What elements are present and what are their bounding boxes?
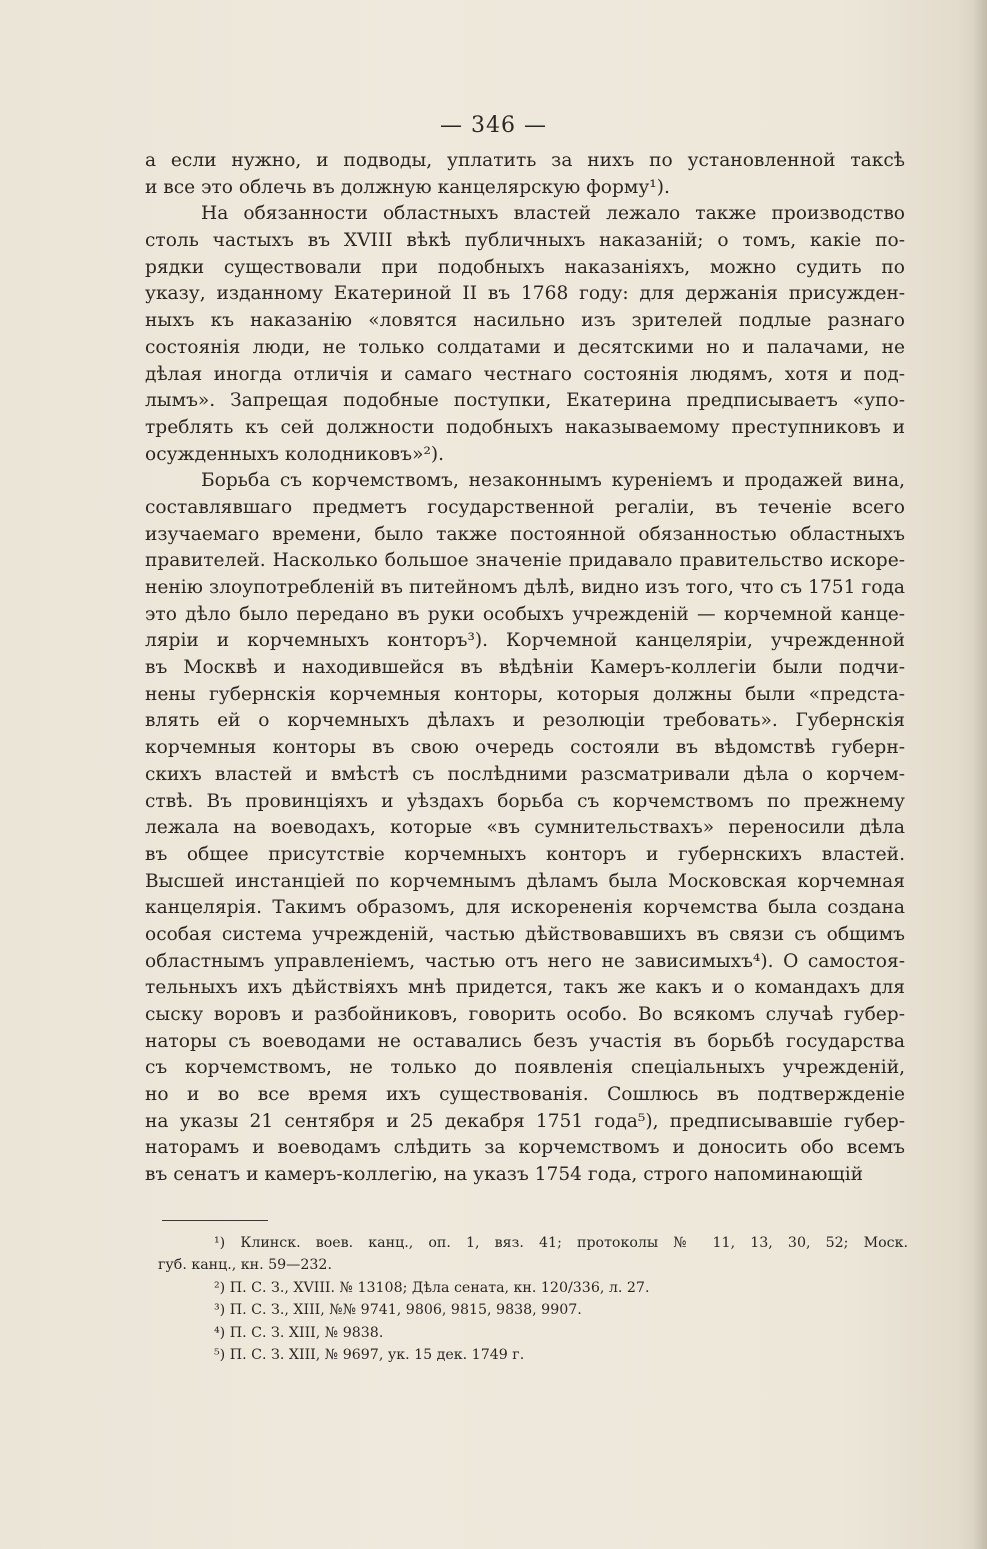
text-line: изучаемаго времени, было также постоянной обязанностью областныхъ (145, 523, 905, 545)
text-line: ствѣ. Въ провинціяхъ и уѣздахъ борьба съ корчемствомъ по прежнему (145, 790, 905, 812)
text-line: наторы съ воеводами не оставались безъ участія въ борьбѣ государства (145, 1030, 905, 1052)
text-line: но и во все время ихъ существованія. Сошлюсь въ подтвержденіе (145, 1084, 905, 1106)
main-text (145, 148, 905, 1189)
text-line: нены губернскія корчемныя конторы, которыя должны были «предста- (145, 683, 905, 705)
text-line: ныхъ къ наказанію «ловятся насильно изъ зрителей подлые разнаго (145, 310, 905, 332)
text-line: скихъ властей и вмѣстѣ съ послѣдними разсматривали дѣла о корчем- (145, 763, 905, 785)
text-line: На обязанности областныхъ властей лежало также производство (201, 203, 905, 225)
footnote-3: ³) П. С. З., XIII, №№ 9741, 9806, 9815, 9838, 9907. (214, 1302, 582, 1319)
paragraph (145, 468, 905, 1189)
text-line: тельныхъ ихъ дѣйствіяхъ мнѣ придется, такъ же какъ и о командахъ для (145, 977, 905, 999)
text-line: Борьба съ корчемствомъ, незаконнымъ куреніемъ и продажей вина, (201, 470, 905, 492)
text-line: составлявшаго предметъ государственной регаліи, въ теченіе всего (145, 496, 905, 518)
footnote-separator (162, 1220, 268, 1221)
text-line: канцелярія. Такимъ образомъ, для искорененія корчемства была создана (145, 897, 905, 919)
text-line: рядки существовали при подобныхъ наказаніяхъ, можно судить по (145, 256, 905, 278)
text-line: состоянія люди, не только солдатами и десятскими но и палачами, не (145, 336, 905, 358)
text-line: Высшей инстанціей по корчемнымъ дѣламъ была Московская корчемная (145, 870, 905, 892)
text-line: особая система учрежденій, частью дѣйствовавшихъ въ связи съ общимъ (145, 923, 905, 945)
text-line: правителей. Насколько большое значеніе придавало правительство искоре- (145, 550, 905, 572)
text-line: это дѣло было передано въ руки особыхъ учрежденій — корчемной канце- (145, 603, 905, 625)
text-line: лымъ». Запрещая подобные поступки, Екатерина предписываетъ «упо- (145, 390, 905, 412)
text-line: лежала на воеводахъ, которые «въ сумнительствахъ» переносили дѣла (145, 817, 905, 839)
text-line: корчемныя конторы въ свою очередь состояли въ вѣдомствѣ губерн- (145, 737, 905, 759)
footnote-4: ⁴) П. С. З. XIII, № 9838. (214, 1324, 384, 1341)
text-line: столь частыхъ въ XVIII вѣкѣ публичныхъ наказаній; о томъ, какіе по- (145, 230, 905, 252)
text-line: сыску воровъ и разбойниковъ, говорить особо. Во всякомъ случаѣ губер- (145, 1004, 905, 1025)
text-line: указу, изданному Екатериной II въ 1768 году: для держанія присужден- (145, 283, 905, 305)
footnote-2: ²) П. С. З., XVIII. № 13108; Дѣла сената, кн. 120/336, л. 27. (214, 1279, 650, 1296)
text-line: въ сенатъ и камеръ-коллегію, на указъ 1754 года, строго напоминающій (145, 1164, 864, 1186)
text-line: на указы 21 сентября и 25 декабря 1751 года⁵), предписывавшіе губер- (145, 1110, 905, 1132)
text-line: въ Москвѣ и находившейся въ вѣдѣніи Камеръ-коллегіи были подчи- (145, 657, 905, 679)
footnote-1-continued: губ. канц., кн. 59—232. (158, 1257, 332, 1274)
text-line: наторамъ и воеводамъ слѣдить за корчемствомъ и доносить обо всемъ (145, 1137, 905, 1159)
paragraph (145, 148, 905, 201)
text-line: областнымъ управленіемъ, частью отъ него не зависимыхъ⁴). О самостоя- (145, 950, 905, 972)
footnotes (158, 1232, 908, 1366)
text-line: ляріи и корчемныхъ конторъ³). Корчемной канцеляріи, учрежденной (145, 630, 905, 652)
text-line: и все это облечь въ должную канцелярскую форму¹). (145, 176, 670, 198)
text-line: а если нужно, и подводы, уплатить за нихъ по установленной таксѣ (145, 150, 905, 171)
footnote-5: ⁵) П. С. З. XIII, № 9697, ук. 15 дек. 1749 г. (214, 1346, 525, 1363)
text-line: въ общее присутствіе корчемныхъ конторъ и губернскихъ властей. (145, 843, 905, 865)
footnote-1: ¹) Клинск. воев. канц., оп. 1, вяз. 41; протоколы № 11, 13, 30, 52; Моск. (214, 1235, 908, 1251)
text-line: дѣлая иногда отличія и самаго честнаго состоянія людямъ, хотя и под- (145, 363, 905, 385)
page-number: — 346 — (440, 113, 547, 138)
text-line: осужденныхъ колодниковъ»²). (145, 443, 445, 465)
paragraph (145, 201, 905, 468)
text-line: треблять къ сей должности подобныхъ наказываемому преступниковъ и (145, 416, 905, 438)
text-line: ненію злоупотребленій въ питейномъ дѣлѣ, видно изъ того, что съ 1751 года (145, 577, 905, 598)
page-edge-shadow (973, 0, 987, 1549)
text-line: влять ей о корчемныхъ дѣлахъ и резолюціи требовать». Губернскія (145, 710, 905, 732)
text-line: съ корчемствомъ, не только до появленія спеціальныхъ учрежденій, (145, 1057, 905, 1079)
